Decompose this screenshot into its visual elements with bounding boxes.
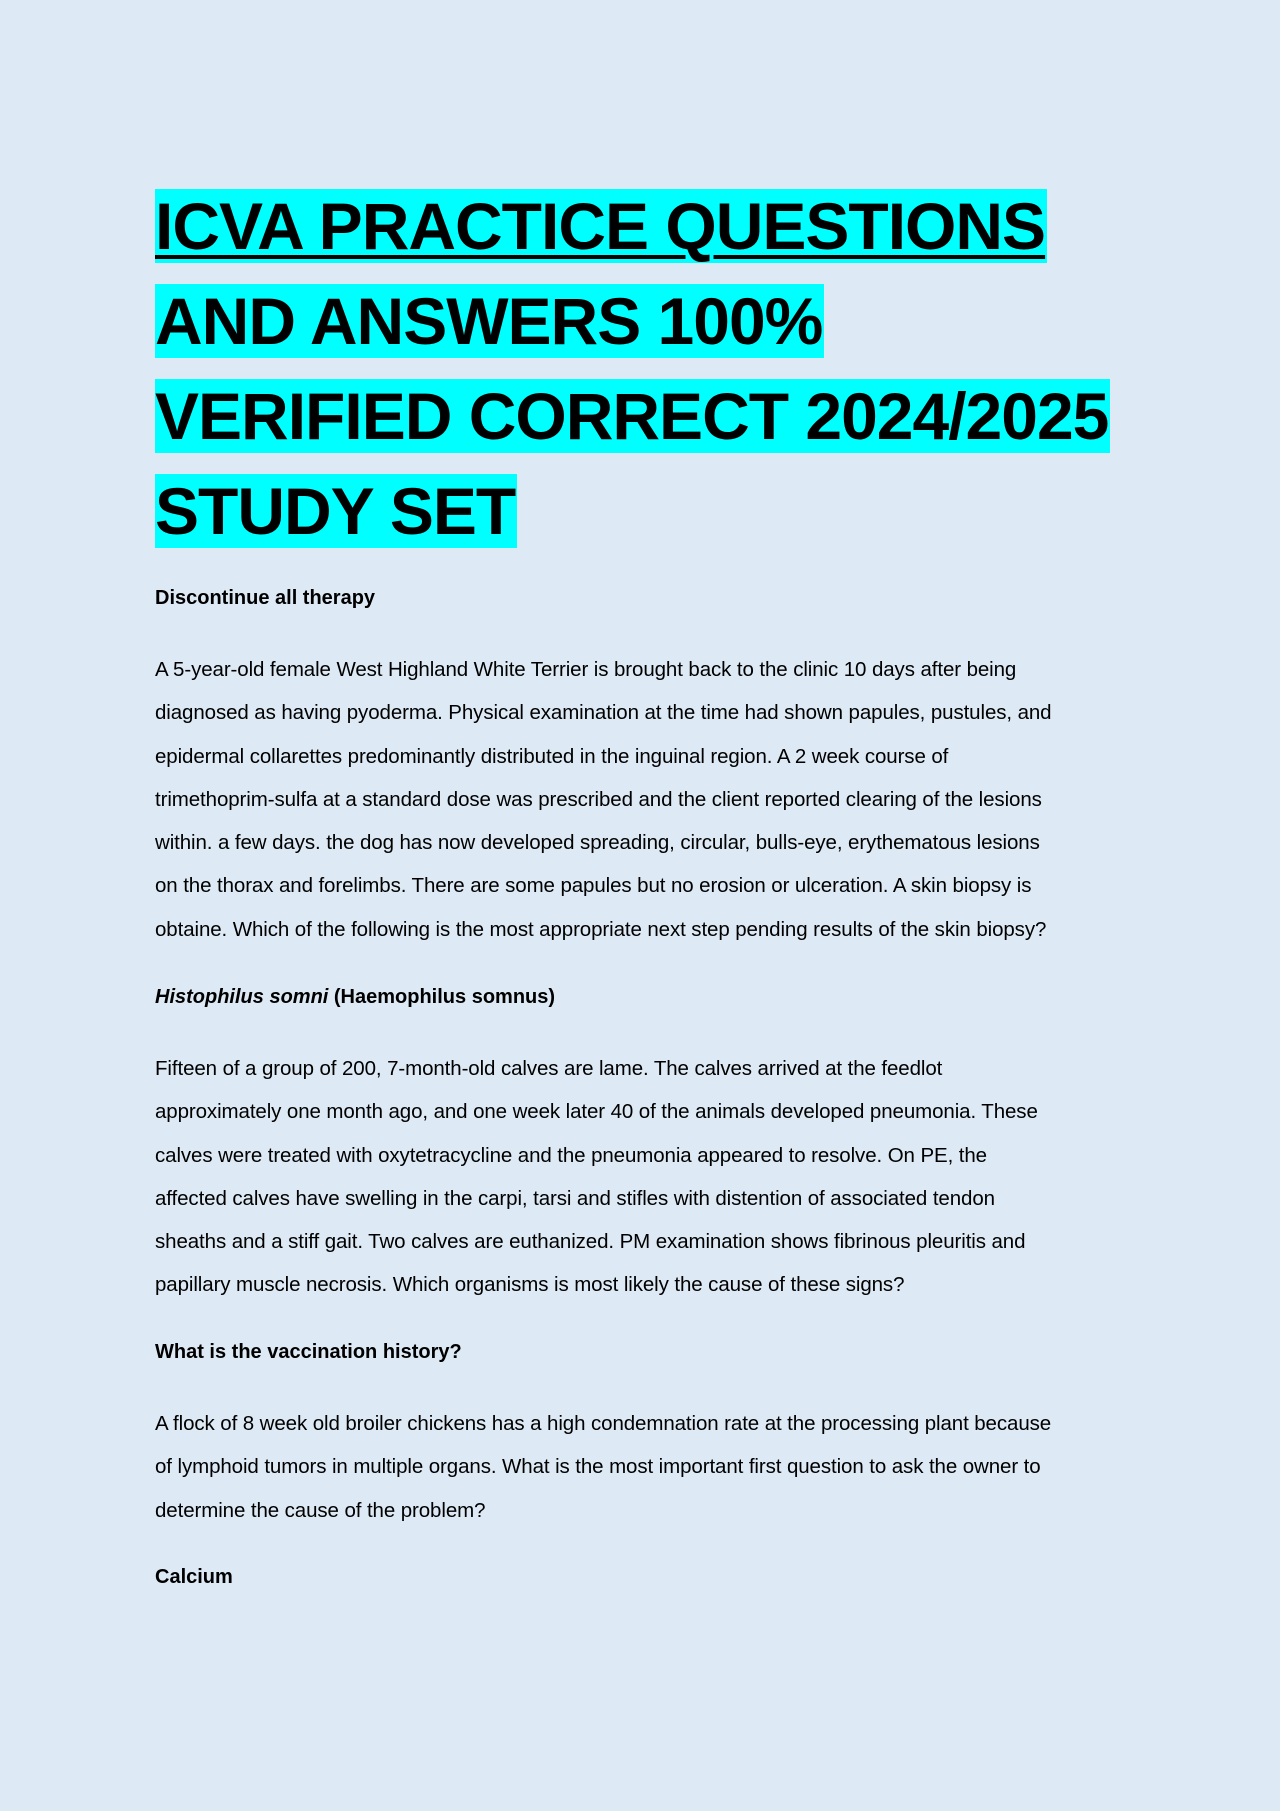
title-line-text: VERIFIED CORRECT 2024/2025 bbox=[155, 379, 1109, 453]
question-line: of lymphoid tumors in multiple organs. What is the most important first question to ask the owner to bbox=[155, 1455, 1041, 1479]
question-line: A flock of 8 week old broiler chickens has a high condemnation rate at the processing plant because bbox=[155, 1412, 1052, 1435]
question-line: obtaine. Which of the following is the most appropriate next step pending results of the skin biopsy? bbox=[155, 917, 1047, 941]
title-line bbox=[155, 179, 1140, 274]
document-title bbox=[155, 179, 1140, 559]
title-line bbox=[155, 369, 1140, 464]
question-line: Fifteen of a group of 200, 7-month-old calves are lame. The calves arrived at the feedlot bbox=[155, 1057, 943, 1080]
answer-1: Discontinue all therapy bbox=[155, 587, 376, 609]
question-line: affected calves have swelling in the carpi, tarsi and stifles with distention of associated tendon bbox=[155, 1186, 995, 1210]
question-line: calves were treated with oxytetracycline and the pneumonia appeared to resolve. On PE, the bbox=[155, 1143, 987, 1167]
question-line: A 5-year-old female West Highland White Terrier is brought back to the clinic 10 days after being bbox=[155, 658, 1017, 681]
answer-3: What is the vaccination history? bbox=[155, 1341, 462, 1363]
question-line: determine the cause of the problem? bbox=[155, 1498, 486, 1522]
answer-4: Calcium bbox=[155, 1566, 233, 1588]
question-line: on the thorax and forelimbs. There are some papules but no erosion or ulceration. A skin biopsy is bbox=[155, 874, 1032, 898]
question-line: within. a few days. the dog has now developed spreading, circular, bulls-eye, erythematous lesions bbox=[155, 831, 1040, 855]
answer-2 bbox=[155, 983, 555, 1011]
title-line-text: AND ANSWERS 100% bbox=[155, 284, 823, 358]
question-line: diagnosed as having pyoderma. Physical examination at the time had shown papules, pustules, and bbox=[155, 701, 1052, 725]
question-line: papillary muscle necrosis. Which organisms is most likely the cause of these signs? bbox=[155, 1273, 905, 1297]
question-line: sheaths and a stiff gait. Two calves are euthanized. PM examination shows fibrinous pleuritis and bbox=[155, 1230, 1026, 1254]
question-line: approximately one month ago, and one week later 40 of the animals developed pneumonia. These bbox=[155, 1100, 1038, 1124]
title-line-text: ICVA PRACTICE QUESTIONS bbox=[155, 189, 1046, 263]
answer-2-rest: (Haemophilus somnus) bbox=[328, 986, 556, 1008]
title-line bbox=[155, 464, 1140, 559]
question-line: trimethoprim-sulfa at a standard dose was prescribed and the client reported clearing of the lesions bbox=[155, 787, 1042, 811]
question-1 bbox=[155, 648, 1052, 951]
document-page bbox=[155, 179, 1140, 1588]
title-line-text: STUDY SET bbox=[155, 474, 516, 548]
question-3 bbox=[155, 1402, 1051, 1532]
answer-2-italic: Histophilus somni bbox=[155, 986, 329, 1008]
question-2 bbox=[155, 1047, 1038, 1307]
title-line bbox=[155, 274, 1140, 369]
question-line: epidermal collarettes predominantly distributed in the inguinal region. A 2 week course of bbox=[155, 744, 949, 768]
